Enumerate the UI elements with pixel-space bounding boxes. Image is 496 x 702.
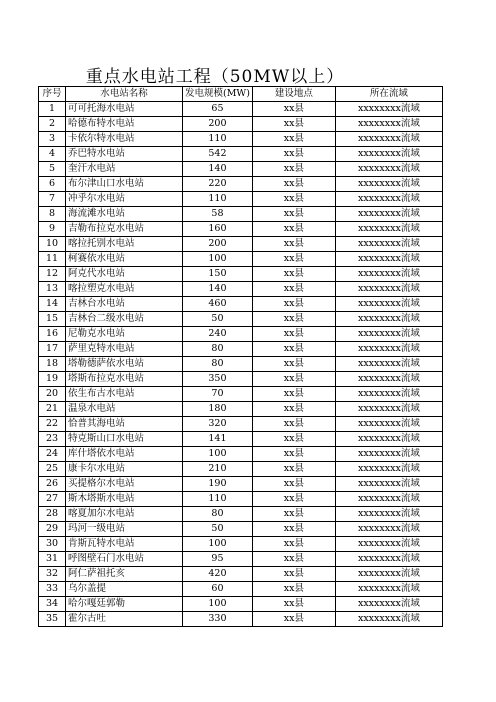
cell-capacity: 220: [183, 177, 253, 192]
cell-basin: xxxxxxxx流域: [335, 177, 442, 192]
cell-basin: xxxxxxxx流域: [335, 492, 442, 507]
cell-basin: xxxxxxxx流域: [335, 612, 442, 627]
cell-name: 康卡尔水电站: [66, 462, 183, 477]
table-row: [39, 567, 443, 582]
table-row: [39, 417, 443, 432]
cell-name: 可可托海水电站: [66, 102, 183, 117]
cell-basin: xxxxxxxx流域: [335, 342, 442, 357]
cell-num: 35: [39, 612, 66, 627]
cell-num: 17: [39, 342, 66, 357]
cell-capacity: 140: [183, 282, 253, 297]
cell-name: 喀夏加尔水电站: [66, 507, 183, 522]
cell-location: xx县: [252, 177, 335, 192]
cell-capacity: 110: [183, 492, 253, 507]
cell-basin: xxxxxxxx流域: [335, 417, 442, 432]
cell-basin: xxxxxxxx流域: [335, 267, 442, 282]
cell-location: xx县: [252, 207, 335, 222]
cell-capacity: 65: [183, 102, 253, 117]
cell-name: 阿仁萨祖托亥: [66, 567, 183, 582]
cell-location: xx县: [252, 552, 335, 567]
cell-name: 乔巴特水电站: [66, 147, 183, 162]
cell-num: 10: [39, 237, 66, 252]
table-row: [39, 312, 443, 327]
table-row: [39, 192, 443, 207]
cell-basin: xxxxxxxx流域: [335, 297, 442, 312]
cell-name: 乌尔盖提: [66, 582, 183, 597]
cell-num: 15: [39, 312, 66, 327]
cell-num: 7: [39, 192, 66, 207]
stations-table: [38, 86, 443, 627]
cell-name: 吉林台二级水电站: [66, 312, 183, 327]
cell-num: 26: [39, 477, 66, 492]
table-row: [39, 117, 443, 132]
cell-num: 2: [39, 117, 66, 132]
table-row: [39, 537, 443, 552]
cell-num: 27: [39, 492, 66, 507]
table-row: [39, 297, 443, 312]
cell-location: xx县: [252, 492, 335, 507]
cell-name: 卡依尔特水电站: [66, 132, 183, 147]
cell-location: xx县: [252, 312, 335, 327]
table-row: [39, 237, 443, 252]
cell-basin: xxxxxxxx流域: [335, 312, 442, 327]
table-body: [39, 102, 443, 627]
cell-location: xx县: [252, 597, 335, 612]
cell-location: xx县: [252, 282, 335, 297]
cell-location: xx县: [252, 537, 335, 552]
cell-basin: xxxxxxxx流域: [335, 222, 442, 237]
cell-capacity: 100: [183, 597, 253, 612]
cell-location: xx县: [252, 192, 335, 207]
cell-name: 塔斯布拉克水电站: [66, 372, 183, 387]
cell-num: 34: [39, 597, 66, 612]
cell-name: 特克斯山口水电站: [66, 432, 183, 447]
cell-capacity: 110: [183, 192, 253, 207]
cell-location: xx县: [252, 477, 335, 492]
table-row: [39, 102, 443, 117]
cell-num: 21: [39, 402, 66, 417]
cell-capacity: 50: [183, 522, 253, 537]
table-row: [39, 447, 443, 462]
cell-name: 买提格尔水电站: [66, 477, 183, 492]
cell-name: 萨里克特水电站: [66, 342, 183, 357]
cell-capacity: 320: [183, 417, 253, 432]
cell-capacity: 60: [183, 582, 253, 597]
cell-name: 奎汗水电站: [66, 162, 183, 177]
cell-num: 3: [39, 132, 66, 147]
cell-location: xx县: [252, 402, 335, 417]
cell-location: xx县: [252, 117, 335, 132]
cell-location: xx县: [252, 447, 335, 462]
table-row: [39, 477, 443, 492]
cell-num: 20: [39, 387, 66, 402]
cell-num: 24: [39, 447, 66, 462]
table-row: [39, 267, 443, 282]
cell-location: xx县: [252, 462, 335, 477]
table-row: [39, 492, 443, 507]
cell-num: 11: [39, 252, 66, 267]
cell-capacity: 150: [183, 267, 253, 282]
header-basin: 所在流域: [335, 87, 442, 102]
table-row: [39, 177, 443, 192]
cell-basin: xxxxxxxx流域: [335, 147, 442, 162]
cell-name: 斯木塔斯水电站: [66, 492, 183, 507]
cell-name: 肯斯瓦特水电站: [66, 537, 183, 552]
cell-capacity: 542: [183, 147, 253, 162]
table-row: [39, 522, 443, 537]
cell-capacity: 200: [183, 117, 253, 132]
cell-name: 布尔津山口水电站: [66, 177, 183, 192]
table-row: [39, 462, 443, 477]
cell-name: 哈尔嘎廷郭勒: [66, 597, 183, 612]
header-location: 建设地点: [252, 87, 335, 102]
header-num: 序号: [39, 87, 66, 102]
table-row: [39, 252, 443, 267]
cell-location: xx县: [252, 432, 335, 447]
cell-name: 阿克代水电站: [66, 267, 183, 282]
cell-capacity: 180: [183, 402, 253, 417]
cell-basin: xxxxxxxx流域: [335, 372, 442, 387]
cell-num: 9: [39, 222, 66, 237]
cell-basin: xxxxxxxx流域: [335, 357, 442, 372]
cell-location: xx县: [252, 612, 335, 627]
cell-basin: xxxxxxxx流域: [335, 207, 442, 222]
cell-basin: xxxxxxxx流域: [335, 522, 442, 537]
table-row: [39, 552, 443, 567]
cell-location: xx县: [252, 387, 335, 402]
cell-capacity: 110: [183, 132, 253, 147]
cell-capacity: 50: [183, 312, 253, 327]
cell-basin: xxxxxxxx流域: [335, 162, 442, 177]
page-title: 重点水电站工程（50MW以上）: [85, 67, 345, 87]
cell-location: xx县: [252, 102, 335, 117]
cell-basin: xxxxxxxx流域: [335, 597, 442, 612]
cell-num: 1: [39, 102, 66, 117]
cell-num: 5: [39, 162, 66, 177]
cell-location: xx县: [252, 132, 335, 147]
cell-num: 12: [39, 267, 66, 282]
cell-location: xx县: [252, 327, 335, 342]
cell-basin: xxxxxxxx流域: [335, 237, 442, 252]
table-row: [39, 327, 443, 342]
cell-num: 31: [39, 552, 66, 567]
cell-num: 25: [39, 462, 66, 477]
cell-basin: xxxxxxxx流域: [335, 432, 442, 447]
cell-location: xx县: [252, 252, 335, 267]
cell-capacity: 350: [183, 372, 253, 387]
table-row: [39, 282, 443, 297]
cell-capacity: 95: [183, 552, 253, 567]
cell-name: 喀拉托别水电站: [66, 237, 183, 252]
cell-basin: xxxxxxxx流域: [335, 252, 442, 267]
cell-location: xx县: [252, 237, 335, 252]
cell-basin: xxxxxxxx流域: [335, 132, 442, 147]
cell-location: xx县: [252, 267, 335, 282]
cell-num: 6: [39, 177, 66, 192]
cell-location: xx县: [252, 222, 335, 237]
cell-name: 塔勒德萨依水电站: [66, 357, 183, 372]
header-name: 水电站名称: [66, 87, 183, 102]
cell-name: 冲乎尔水电站: [66, 192, 183, 207]
table-row: [39, 372, 443, 387]
cell-capacity: 240: [183, 327, 253, 342]
table-row: [39, 147, 443, 162]
cell-num: 28: [39, 507, 66, 522]
cell-basin: xxxxxxxx流域: [335, 507, 442, 522]
cell-capacity: 58: [183, 207, 253, 222]
cell-basin: xxxxxxxx流域: [335, 477, 442, 492]
cell-location: xx县: [252, 147, 335, 162]
cell-name: 霍尔古吐: [66, 612, 183, 627]
cell-basin: xxxxxxxx流域: [335, 462, 442, 477]
cell-num: 4: [39, 147, 66, 162]
cell-num: 30: [39, 537, 66, 552]
cell-basin: xxxxxxxx流域: [335, 567, 442, 582]
table-row: [39, 402, 443, 417]
cell-num: 32: [39, 567, 66, 582]
cell-capacity: 190: [183, 477, 253, 492]
cell-location: xx县: [252, 297, 335, 312]
cell-name: 呼图壁石门水电站: [66, 552, 183, 567]
cell-capacity: 460: [183, 297, 253, 312]
table-row: [39, 387, 443, 402]
cell-location: xx县: [252, 417, 335, 432]
cell-num: 22: [39, 417, 66, 432]
cell-basin: xxxxxxxx流域: [335, 402, 442, 417]
cell-location: xx县: [252, 507, 335, 522]
cell-location: xx县: [252, 162, 335, 177]
cell-capacity: 80: [183, 507, 253, 522]
cell-num: 19: [39, 372, 66, 387]
cell-location: xx县: [252, 357, 335, 372]
cell-capacity: 140: [183, 162, 253, 177]
cell-capacity: 141: [183, 432, 253, 447]
cell-num: 8: [39, 207, 66, 222]
cell-name: 玛河一级电站: [66, 522, 183, 537]
cell-capacity: 100: [183, 252, 253, 267]
cell-name: 柯赛依水电站: [66, 252, 183, 267]
cell-name: 海流滩水电站: [66, 207, 183, 222]
cell-basin: xxxxxxxx流域: [335, 582, 442, 597]
cell-num: 13: [39, 282, 66, 297]
cell-capacity: 80: [183, 357, 253, 372]
cell-name: 温泉水电站: [66, 402, 183, 417]
table-row: [39, 507, 443, 522]
table-row: [39, 582, 443, 597]
table-header-row: [39, 87, 443, 102]
cell-capacity: 330: [183, 612, 253, 627]
header-capacity: 发电规模(MW): [183, 87, 253, 102]
cell-basin: xxxxxxxx流域: [335, 552, 442, 567]
cell-name: 喀拉塑克水电站: [66, 282, 183, 297]
cell-name: 恰普其海电站: [66, 417, 183, 432]
table-row: [39, 342, 443, 357]
cell-name: 尼勒克水电站: [66, 327, 183, 342]
cell-num: 16: [39, 327, 66, 342]
cell-capacity: 200: [183, 237, 253, 252]
cell-basin: xxxxxxxx流域: [335, 327, 442, 342]
cell-name: 吉勒布拉克水电站: [66, 222, 183, 237]
cell-basin: xxxxxxxx流域: [335, 282, 442, 297]
cell-capacity: 210: [183, 462, 253, 477]
table-row: [39, 432, 443, 447]
cell-basin: xxxxxxxx流域: [335, 102, 442, 117]
cell-basin: xxxxxxxx流域: [335, 192, 442, 207]
cell-capacity: 420: [183, 567, 253, 582]
cell-capacity: 80: [183, 342, 253, 357]
table-row: [39, 162, 443, 177]
cell-num: 33: [39, 582, 66, 597]
cell-capacity: 160: [183, 222, 253, 237]
cell-basin: xxxxxxxx流域: [335, 447, 442, 462]
cell-basin: xxxxxxxx流域: [335, 387, 442, 402]
cell-location: xx县: [252, 342, 335, 357]
table-row: [39, 612, 443, 627]
table-row: [39, 357, 443, 372]
cell-name: 依生布古水电站: [66, 387, 183, 402]
cell-location: xx县: [252, 582, 335, 597]
table-row: [39, 132, 443, 147]
cell-num: 18: [39, 357, 66, 372]
table-row: [39, 207, 443, 222]
cell-location: xx县: [252, 567, 335, 582]
cell-num: 14: [39, 297, 66, 312]
cell-num: 23: [39, 432, 66, 447]
cell-location: xx县: [252, 522, 335, 537]
cell-capacity: 100: [183, 537, 253, 552]
table-row: [39, 222, 443, 237]
cell-capacity: 100: [183, 447, 253, 462]
cell-num: 29: [39, 522, 66, 537]
cell-basin: xxxxxxxx流域: [335, 537, 442, 552]
cell-basin: xxxxxxxx流域: [335, 117, 442, 132]
table-row: [39, 597, 443, 612]
cell-capacity: 70: [183, 387, 253, 402]
cell-location: xx县: [252, 372, 335, 387]
cell-name: 吉林台水电站: [66, 297, 183, 312]
cell-name: 库什塔依水电站: [66, 447, 183, 462]
cell-name: 哈德布特水电站: [66, 117, 183, 132]
